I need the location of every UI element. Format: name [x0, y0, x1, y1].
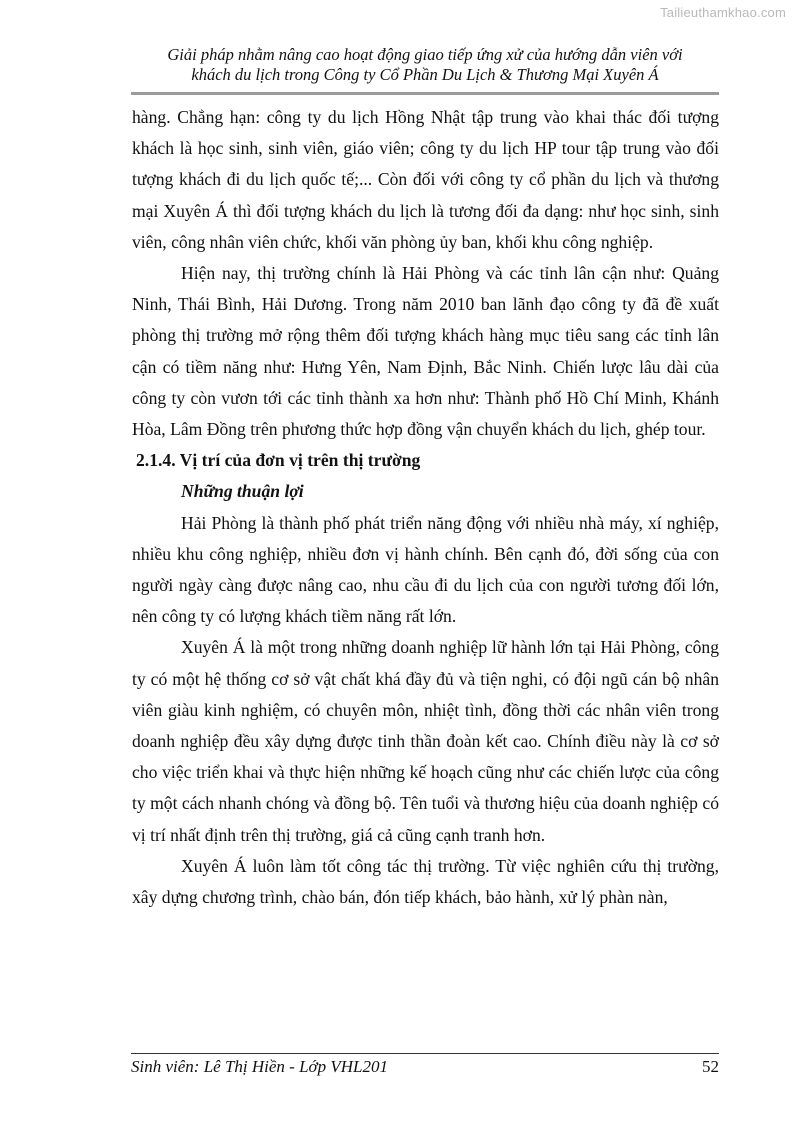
paragraph: Xuyên Á là một trong những doanh nghiệp lữ hành lớn tại Hải Phòng, công ty có một hệ thống cơ sở vật chất khá đầy đủ và tiện nghi, có đội ngũ cán bộ nhân viên giàu kinh nghiệm, có chuyên môn, nhiệt tình, đồng thời các nhân viên trong doanh nghiệp đều xây dựng được tinh thần đoàn kết cao. Chính điều này là cơ sở cho việc triển khai và thực hiện những kế hoạch cũng như các chiến lược của công ty một cách nhanh chóng và đồng bộ. Tên tuổi và thương hiệu của doanh nghiệp có vị trí nhất định trên thị trường, giá cả cũng cạnh tranh hơn.	[132, 637, 719, 845]
running-header	[131, 45, 719, 85]
header-line-1: Giải pháp nhằm nâng cao hoạt động giao tiếp ứng xử của hướng dẫn viên với	[167, 45, 683, 64]
watermark: Tailieuthamkhao.com	[660, 5, 786, 20]
page-body	[132, 102, 719, 913]
paragraph: Hải Phòng là thành phố phát triển năng động với nhiều nhà máy, xí nghiệp, nhiều khu công nghiệp, nhiều đơn vị hành chính. Bên cạnh đó, đời sống của con người ngày càng được nâng cao, nhu cầu đi du lịch của con người tương đối lớn, nên công ty có lượng khách tiềm năng rất lớn.	[132, 512, 719, 627]
paragraph: Xuyên Á luôn làm tốt công tác thị trường. Từ việc nghiên cứu thị trường, xây dựng chương trình, chào bán, đón tiếp khách, bảo hành, xử lý phàn nàn,	[132, 855, 719, 908]
header-divider	[131, 92, 719, 95]
sub-heading: Những thuận lợi	[181, 481, 304, 502]
running-footer	[131, 1056, 719, 1078]
footer-student-info: Sinh viên: Lê Thị Hiền - Lớp VHL201	[131, 1057, 388, 1076]
header-line-2: khách du lịch trong Công ty Cổ Phần Du Lịch & Thương Mại Xuyên Á	[191, 65, 659, 84]
section-heading: 2.1.4. Vị trí của đơn vị trên thị trường	[136, 450, 421, 471]
paragraph-continuation: hàng. Chẳng hạn: công ty du lịch Hồng Nhật tập trung vào khai thác đối tượng khách là học sinh, sinh viên, giáo viên; công ty du lịch HP tour tập trung vào đối tượng khách đi du lịch quốc tế;... Còn đối với công ty cổ phần du lịch và thương mại Xuyên Á thì đối tượng khách du lịch là tương đối đa dạng: như học sinh, sinh viên, công nhân viên chức, khối văn phòng ủy ban, khối khu công nghiệp.	[132, 107, 719, 252]
page-number: 52	[702, 1057, 719, 1076]
footer-divider	[131, 1053, 719, 1054]
paragraph: Hiện nay, thị trường chính là Hải Phòng và các tỉnh lân cận như: Quảng Ninh, Thái Bình, Hải Dương. Trong năm 2010 ban lãnh đạo công ty đã đề xuất phòng thị trường mở rộng thêm đối tượng khách hàng mục tiêu sang các tỉnh lân cận có tiềm năng như: Hưng Yên, Nam Định, Bắc Ninh. Chiến lược lâu dài của công ty còn vươn tới các tỉnh thành xa hơn như: Thành phố Hồ Chí Minh, Khánh Hòa, Lâm Đồng trên phương thức hợp đồng vận chuyển khách du lịch, ghép tour.	[132, 263, 719, 440]
